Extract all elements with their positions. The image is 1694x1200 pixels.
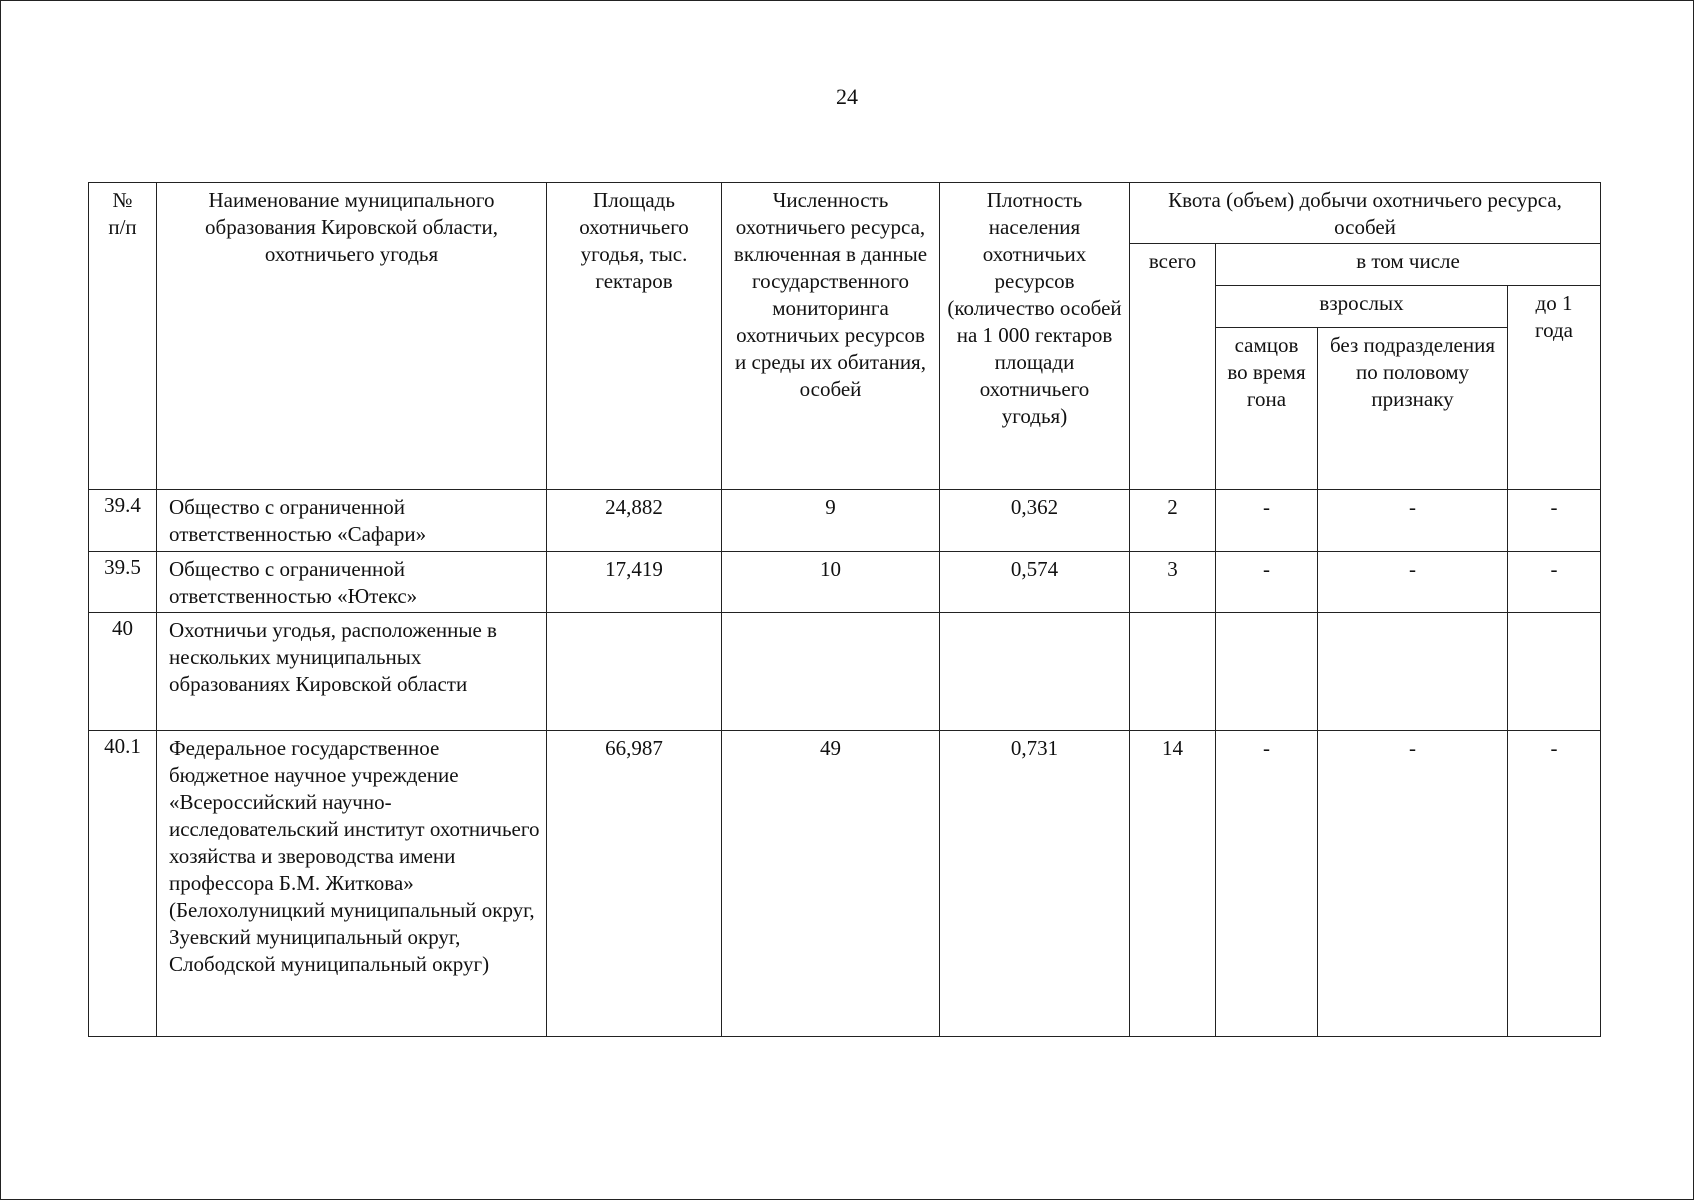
row-total: 14: [1130, 731, 1216, 1037]
table-row: [89, 552, 1601, 613]
row-under-year: [1508, 613, 1601, 731]
row-name: Охотничьи угодья, расположенные в нескольких муниципальных образованиях Кировской области: [157, 613, 547, 731]
row-num: 40.1: [89, 731, 157, 1037]
row-density: 0,731: [940, 731, 1130, 1037]
header-quota: Квота (объем) добычи охотничьего ресурса, особей: [1130, 183, 1601, 244]
header-adults: взрослых: [1216, 286, 1508, 328]
table-row: [89, 613, 1601, 731]
header-count: Численность охотничьего ресурса, включенная в данные государственного мониторинга охотничьих ресурсов и среды их обитания, особей: [722, 183, 940, 490]
header-under-year: до 1 года: [1508, 286, 1601, 490]
row-under-year: -: [1508, 731, 1601, 1037]
row-under-year: -: [1508, 552, 1601, 613]
row-name: Общество с ограниченной ответственностью «Сафари»: [157, 490, 547, 552]
header-name: Наименование муниципального образования Кировской области, охотничьего угодья: [157, 183, 547, 490]
row-no-sex: -: [1318, 731, 1508, 1037]
header-total: всего: [1130, 244, 1216, 490]
row-density: 0,574: [940, 552, 1130, 613]
row-num: 39.5: [89, 552, 157, 613]
row-area: [547, 613, 722, 731]
row-total: 3: [1130, 552, 1216, 613]
row-density: [940, 613, 1130, 731]
row-total: [1130, 613, 1216, 731]
row-males: -: [1216, 552, 1318, 613]
row-name: Общество с ограниченной ответственностью «Ютекс»: [157, 552, 547, 613]
header-area: Площадь охотничьего угодья, тыс. гектаров: [547, 183, 722, 490]
row-count: [722, 613, 940, 731]
row-density: 0,362: [940, 490, 1130, 552]
row-count: 9: [722, 490, 940, 552]
header-num: № п/п: [89, 183, 157, 490]
row-name: Федеральное государственное бюджетное научное учреждение «Всероссийский научно-исследовательский институт охотничьего хозяйства и звероводства имени профессора Б.М. Житкова» (Белохолуницкий муниципальный округ, Зуевский муниципальный округ, Слободской муниципальный округ): [157, 731, 547, 1037]
row-total: 2: [1130, 490, 1216, 552]
row-count: 49: [722, 731, 940, 1037]
header-density: Плотность населения охотничьих ресурсов (количество особей на 1 000 гектаров площади охотничьего угодья): [940, 183, 1130, 490]
table-row: [89, 490, 1601, 552]
row-num: 40: [89, 613, 157, 731]
table-row: [89, 731, 1601, 1037]
row-males: -: [1216, 490, 1318, 552]
row-no-sex: [1318, 613, 1508, 731]
row-num: 39.4: [89, 490, 157, 552]
row-no-sex: -: [1318, 490, 1508, 552]
quota-table: [88, 182, 1601, 1037]
header-males: самцов во время гона: [1216, 328, 1318, 490]
header-including: в том числе: [1216, 244, 1601, 286]
row-area: 24,882: [547, 490, 722, 552]
row-under-year: -: [1508, 490, 1601, 552]
header-no-sex: без подразделения по половому признаку: [1318, 328, 1508, 490]
row-males: [1216, 613, 1318, 731]
page-number: 24: [836, 84, 858, 109]
row-males: -: [1216, 731, 1318, 1037]
row-area: 66,987: [547, 731, 722, 1037]
row-area: 17,419: [547, 552, 722, 613]
row-count: 10: [722, 552, 940, 613]
row-no-sex: -: [1318, 552, 1508, 613]
